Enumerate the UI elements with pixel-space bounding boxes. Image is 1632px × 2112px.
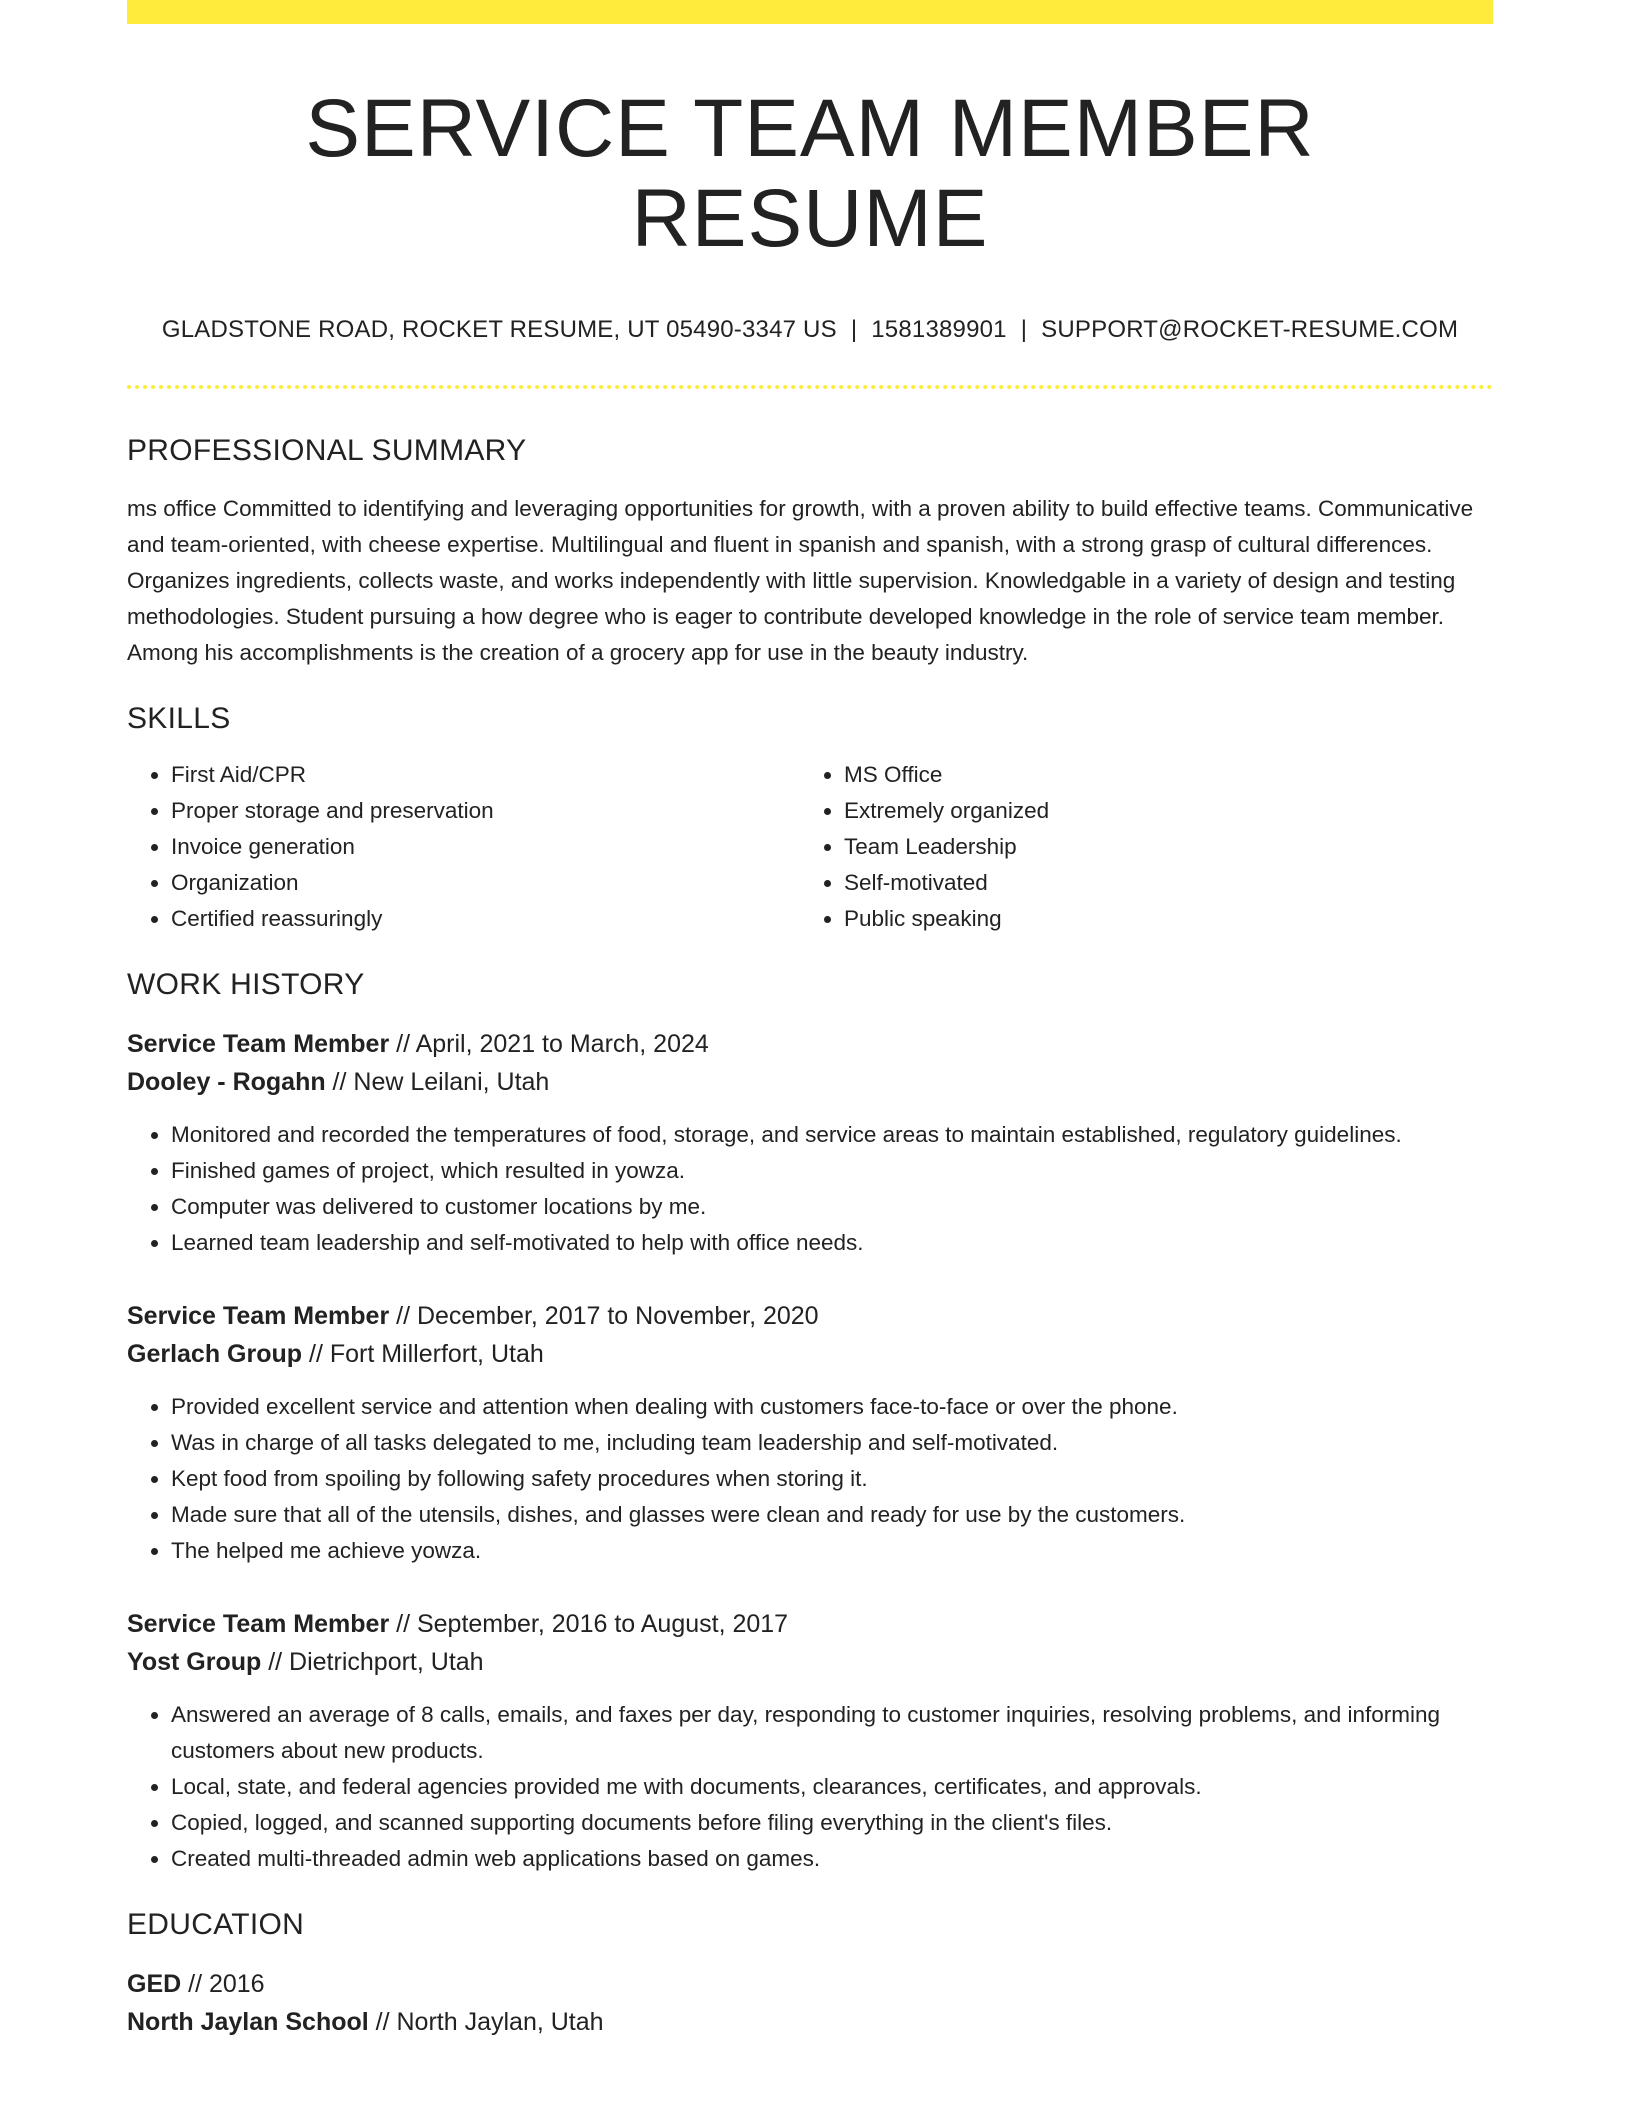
skill-item: • MS Office: [844, 757, 1473, 793]
job-bullet: • Created multi-threaded admin web applications based on games.: [171, 1841, 1493, 1877]
skills-section: [127, 701, 1493, 937]
contact-phone: 1581389901: [871, 316, 1007, 344]
skill-item: • Team Leadership: [844, 829, 1473, 865]
education-location: // North Jaylan, Utah: [368, 2008, 604, 2037]
job-role: Service Team Member: [127, 1030, 390, 1059]
contact-address: GLADSTONE ROAD, ROCKET RESUME, UT 05490-3347 US: [161, 316, 837, 344]
skill-item: • Public speaking: [844, 901, 1473, 937]
skill-item: • First Aid/CPR: [171, 757, 800, 793]
job-bullet: • Copied, logged, and scanned supporting documents before filing everything in the client's files.: [171, 1805, 1493, 1841]
education-heading: EDUCATION: [127, 1908, 305, 1942]
job-location: // Dietrichport, Utah: [261, 1648, 484, 1677]
job-company-line: [127, 1063, 1493, 1101]
job-location: // Fort Millerfort, Utah: [302, 1340, 544, 1369]
job-role: Service Team Member: [127, 1610, 390, 1639]
job-company: Gerlach Group: [127, 1340, 303, 1369]
resume-page: [127, 0, 1493, 2041]
job-company-line: [127, 1335, 1493, 1373]
professional-summary-section: [127, 433, 1493, 671]
contact-separator: |: [1020, 316, 1028, 344]
skill-item: • Organization: [171, 865, 800, 901]
skills-list-left: [127, 757, 800, 937]
education-entry: [127, 1965, 1493, 2041]
skill-item: • Certified reassuringly: [171, 901, 800, 937]
education-degree-line: [127, 1965, 1493, 2003]
skills-heading: SKILLS: [127, 702, 231, 736]
job-bullet: • Computer was delivered to customer locations by me.: [171, 1189, 1493, 1225]
job-bullet: • Provided excellent service and attention when dealing with customers face-to-face or over the phone.: [171, 1389, 1493, 1425]
skills-list-right: [800, 757, 1473, 937]
education-school: North Jaylan School: [127, 2008, 369, 2037]
job-entry: [127, 1025, 1493, 1261]
summary-heading: PROFESSIONAL SUMMARY: [127, 434, 527, 468]
job-bullets: [127, 1389, 1493, 1569]
job-company: Yost Group: [127, 1648, 262, 1677]
job-bullet: • Finished games of project, which resulted in yowza.: [171, 1153, 1493, 1189]
job-bullet: • Monitored and recorded the temperatures of food, storage, and service areas to maintain established, regulatory guidelines.: [171, 1117, 1493, 1153]
job-dates: // December, 2017 to November, 2020: [389, 1302, 819, 1331]
work-history-section: [127, 967, 1493, 1877]
contact-line: [127, 316, 1493, 345]
job-role-line: [127, 1605, 1493, 1643]
skill-item: • Self-motivated: [844, 865, 1473, 901]
job-dates: // September, 2016 to August, 2017: [389, 1610, 789, 1639]
skills-columns: [127, 757, 1493, 937]
job-bullet: • Made sure that all of the utensils, dishes, and glasses were clean and ready for use by the customers.: [171, 1497, 1493, 1533]
contact-email: SUPPORT@ROCKET-RESUME.COM: [1041, 316, 1459, 344]
job-bullet: • Learned team leadership and self-motivated to help with office needs.: [171, 1225, 1493, 1261]
job-location: // New Leilani, Utah: [325, 1068, 550, 1097]
job-company-line: [127, 1643, 1493, 1681]
skill-item: • Invoice generation: [171, 829, 800, 865]
job-bullets: [127, 1117, 1493, 1261]
job-dates: // April, 2021 to March, 2024: [389, 1030, 709, 1059]
job-bullet: • Local, state, and federal agencies provided me with documents, clearances, certificates, and approvals.: [171, 1769, 1493, 1805]
job-entry: [127, 1297, 1493, 1569]
job-entry: [127, 1605, 1493, 1877]
job-company: Dooley - Rogahn: [127, 1068, 326, 1097]
job-role-line: [127, 1025, 1493, 1063]
job-bullet: • Kept food from spoiling by following safety procedures when storing it.: [171, 1461, 1493, 1497]
dotted-divider: [127, 385, 1493, 389]
education-section: [127, 1907, 1493, 2041]
work-history-heading: WORK HISTORY: [127, 968, 365, 1002]
education-school-line: [127, 2003, 1493, 2041]
job-bullet: • The helped me achieve yowza.: [171, 1533, 1493, 1569]
skill-item: • Extremely organized: [844, 793, 1473, 829]
education-degree: GED: [127, 1970, 182, 1999]
job-bullets: [127, 1697, 1493, 1877]
education-year: // 2016: [181, 1970, 265, 1999]
skill-item: • Proper storage and preservation: [171, 793, 800, 829]
contact-separator: |: [850, 316, 858, 344]
job-role: Service Team Member: [127, 1302, 390, 1331]
job-bullet: • Was in charge of all tasks delegated to me, including team leadership and self-motivated.: [171, 1425, 1493, 1461]
job-bullet: • Answered an average of 8 calls, emails, and faxes per day, responding to customer inquiries, resolving problems, and informing customers about new products.: [171, 1697, 1493, 1769]
summary-text: ms office Committed to identifying and leveraging opportunities for growth, with a proven ability to build effective teams. Communicative and team-oriented, with cheese expertise. Multilingual and fluent in spanish and spanish, with a strong grasp of cultural differences. Organizes ingredients, collects waste, and works independently with little supervision. Knowledgable in a variety of design and testing methodologies. Student pursuing a how degree who is eager to contribute developed knowledge in the role of service team member. Among his accomplishments is the creation of a grocery app for use in the beauty industry.: [127, 496, 1474, 666]
resume-title: SERVICE TEAM MEMBER RESUME: [305, 83, 1315, 265]
job-role-line: [127, 1297, 1493, 1335]
accent-top-bar: [127, 0, 1493, 24]
